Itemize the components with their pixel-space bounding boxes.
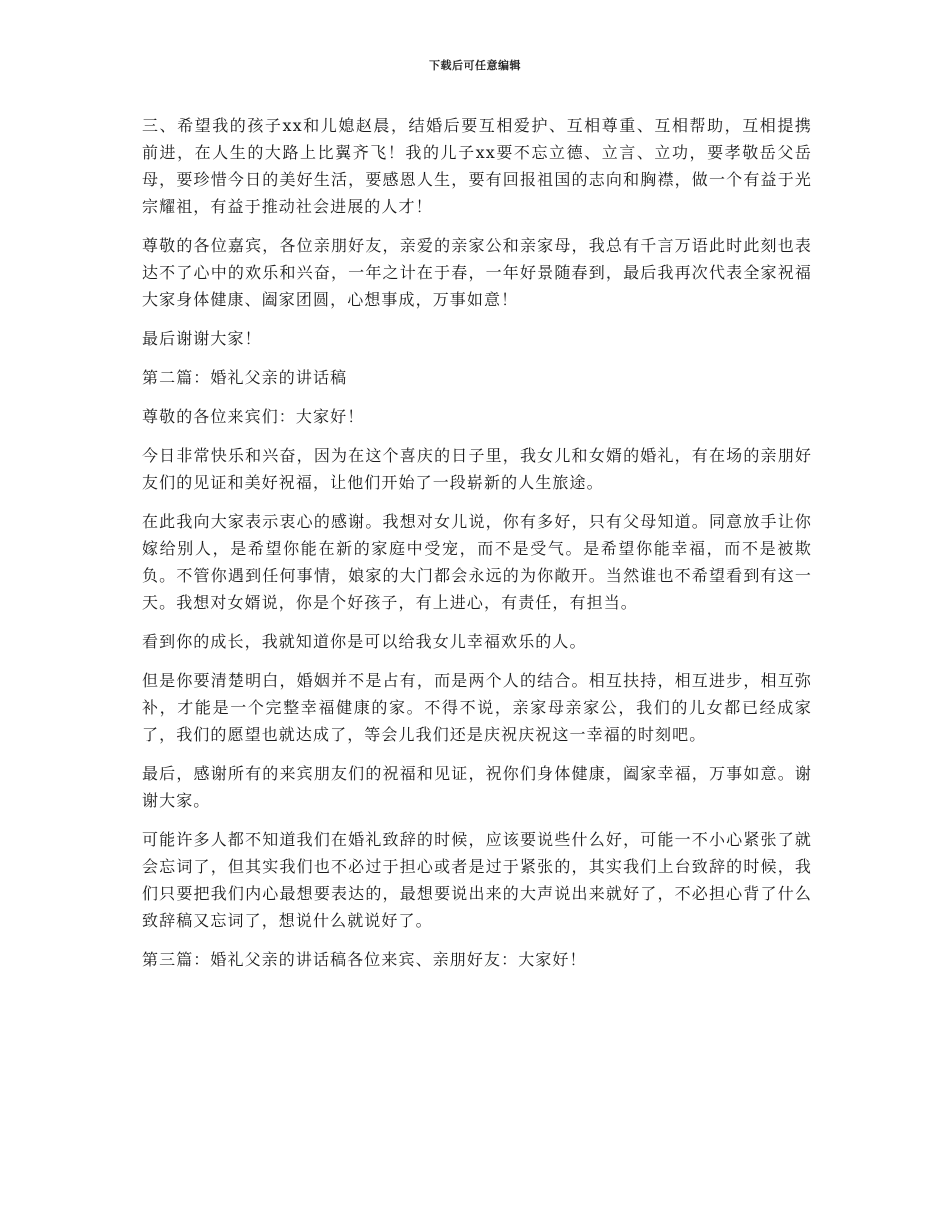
page-header: 下载后可任意编辑 xyxy=(429,59,521,72)
paragraph-today-joy: 今日非常快乐和兴奋，因为在这个喜庆的日子里，我女儿和女婿的婚礼，有在场的亲朋好友们的见证和美好祝福，让他们开始了一段崭新的人生旅途。 xyxy=(142,446,812,492)
paragraph-marriage: 但是你要清楚明白，婚姻并不是占有，而是两个人的结合。相互扶持，相互进步，相互弥补，才能是一个完整幸福健康的家。不得不说，亲家母亲家公，我们的儿女都已经成家了，我们的愿望也就达成了，等会儿我们还是庆祝庆祝这一幸福的时刻吧。 xyxy=(142,671,812,744)
paragraph-thanks: 最后谢谢大家！ xyxy=(142,329,262,348)
section-heading-2: 第二篇：婚礼父亲的讲话稿 xyxy=(142,368,348,387)
paragraph-growth: 看到你的成长，我就知道你是可以给我女儿幸福欢乐的人。 xyxy=(142,632,587,651)
paragraph-to-daughter: 在此我向大家表示衷心的感谢。我想对女儿说，你有多好，只有父母知道。同意放手让你嫁给别人，是希望你能在新的家庭中受宠，而不是受气。是希望你能幸福，而不是被欺负。不管你遇到任何事情，娘家的大门都会永远的为你敞开。当然谁也不希望看到有这一天。我想对女婿说，你是个好孩子，有上进心，有责任，有担当。 xyxy=(142,512,812,612)
paragraph-greeting: 尊敬的各位来宾们：大家好！ xyxy=(142,407,365,426)
paragraph-hopes-for-son: 三、希望我的孩子xx和儿媳赵晨，结婚后要互相爱护、互相尊重、互相帮助，互相提携前进，在人生的大路上比翼齐飞！我的儿子xx要不忘立德、立言、立功，要孝敬岳父岳母，要珍惜今日的美好生活，要感恩人生，要有回报祖国的志向和胸襟，做一个有益于光宗耀祖，有益于推动社会进展的人才！ xyxy=(142,116,812,216)
paragraph-speech-advice: 可能许多人都不知道我们在婚礼致辞的时候，应该要说些什么好，可能一不小心紧张了就会忘词了，但其实我们也不必过于担心或者是过于紧张的，其实我们上台致辞的时候，我们只要把我们内心最想要表达的，最想要说出来的大声说出来就好了，不必担心背了什么致辞稿又忘词了，想说什么就说好了。 xyxy=(142,830,812,930)
paragraph-blessing-guests: 尊敬的各位嘉宾，各位亲朋好友，亲爱的亲家公和亲家母，我总有千言万语此时此刻也表达不了心中的欢乐和兴奋，一年之计在于春，一年好景随春到，最后我再次代表全家祝福大家身体健康、阖家团圆，心想事成，万事如意！ xyxy=(142,236,812,309)
document-body xyxy=(142,112,812,985)
paragraph-final-thanks: 最后，感谢所有的来宾朋友们的祝福和见证，祝你们身体健康，阖家幸福，万事如意。谢谢大家。 xyxy=(142,764,812,810)
section-heading-3: 第三篇：婚礼父亲的讲话稿各位来宾、亲朋好友：大家好！ xyxy=(142,950,587,969)
